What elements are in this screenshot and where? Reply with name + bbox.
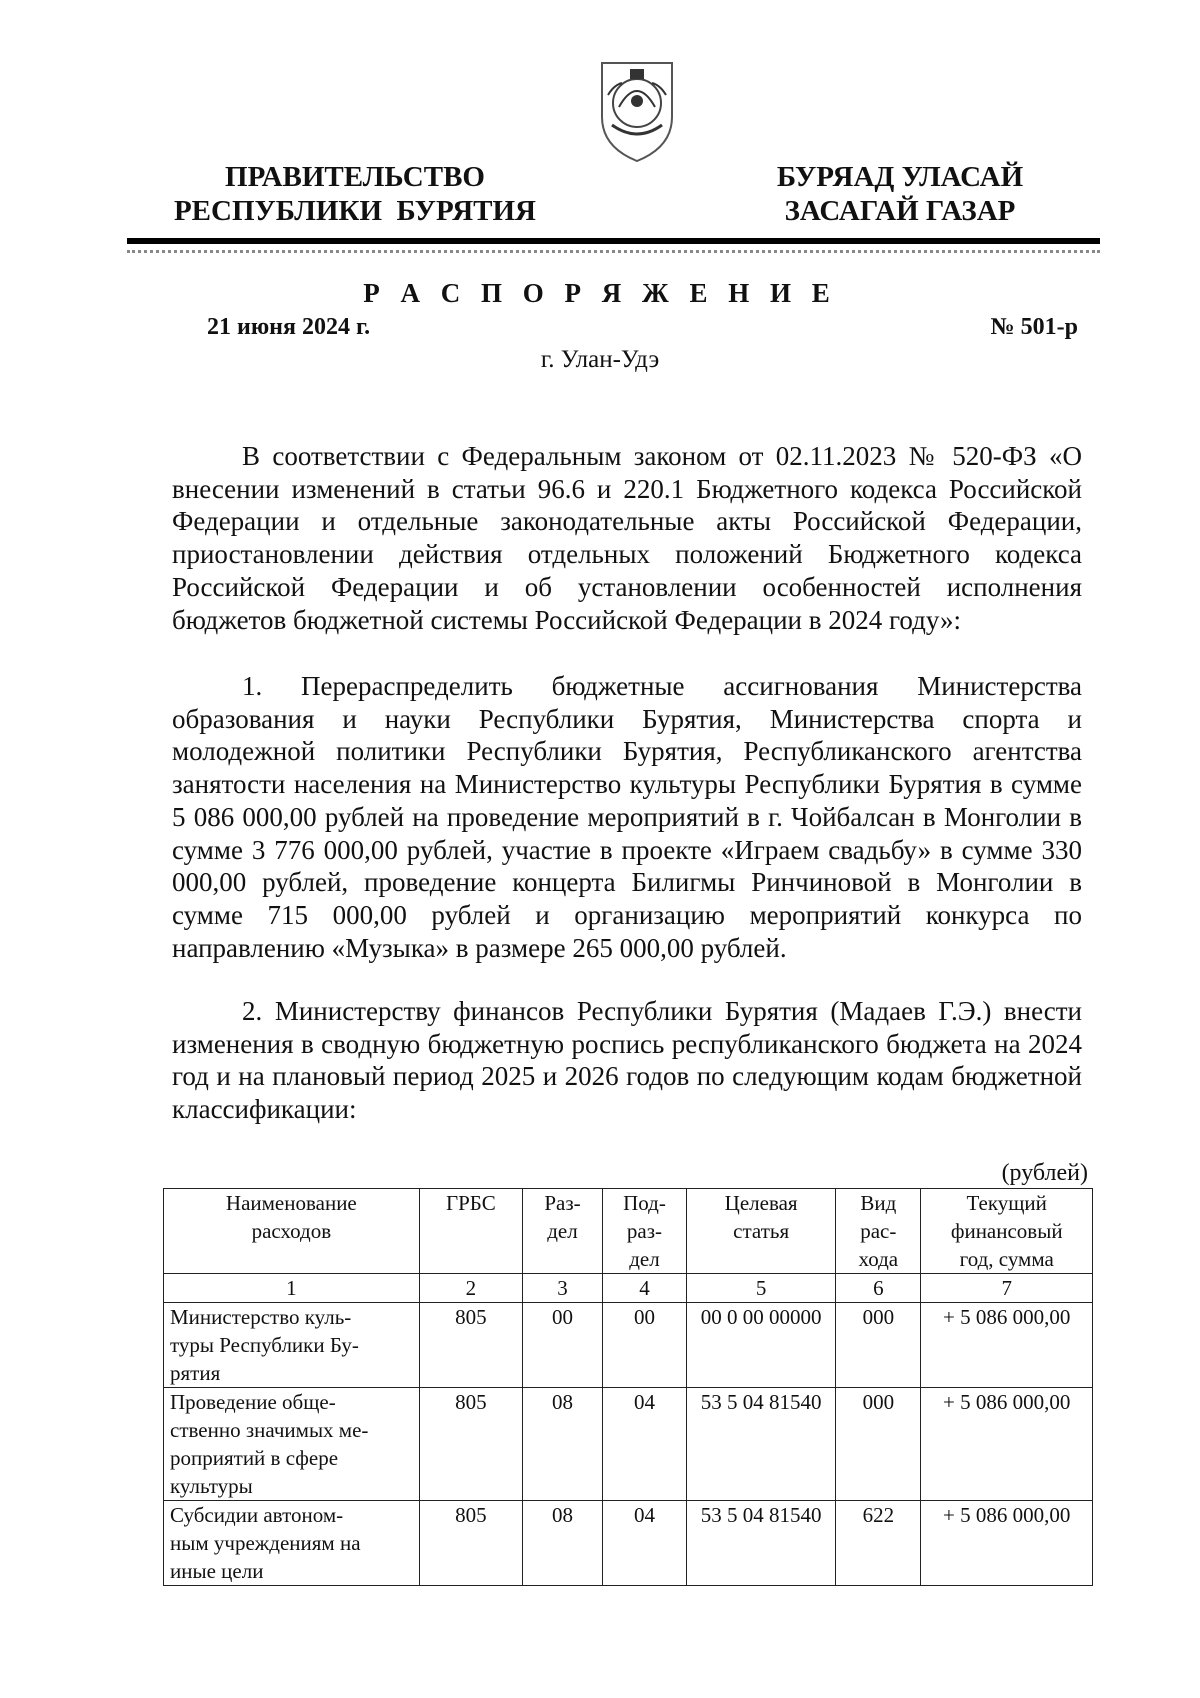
org-ru-line2: РЕСПУБЛИКИ БУРЯТИЯ	[173, 195, 537, 227]
table-header-row	[164, 1189, 1093, 1274]
budget-table	[163, 1188, 1093, 1586]
row-target: 53 5 04 81540	[687, 1388, 836, 1501]
row-subsection: 04	[602, 1388, 686, 1501]
header-expense-type: Вид рас- хода	[836, 1189, 921, 1274]
document-date: 21 июня 2024 г.	[207, 314, 371, 340]
item-1-paragraph: 1. Перераспределить бюджетные ассигнования Министерства образования и науки Республики Бурятия, Министерства спорта и молодежной политики Республики Бурятия, Республиканского агентства занятости населения на Министерство культуры Республики Бурятия в сумме 5 086 000,00 рублей на проведение мероприятий в г. Чойбалсан в Монголии в сумме 3 776 000,00 рублей, участие в проекте «Играем свадьбу» в сумме 330 000,00 рублей, проведение концерта Билигмы Ринчиновой в Монголии в сумме 715 000,00 рублей и организацию мероприятий конкурса по направлению «Музыка» в размере 265 000,00 рублей.	[172, 671, 1082, 963]
row-name: Проведение обще- ственно значимых ме- роприятий в сфере культуры	[164, 1388, 420, 1501]
row-section: 08	[523, 1501, 603, 1586]
column-number-row	[164, 1274, 1093, 1303]
col-num: 6	[836, 1274, 921, 1303]
col-num: 7	[921, 1274, 1093, 1303]
header-divider-thin	[127, 250, 1100, 253]
col-num: 5	[687, 1274, 836, 1303]
intro-paragraph: В соответствии с Федеральным законом от 02.11.2023 № 520-ФЗ «О внесении изменений в статьи 96.6 и 220.1 Бюджетного кодекса Российской Федерации и отдельные законодательные акты Российской Федерации, приостановлении действия отдельных положений Бюджетного кодекса Российской Федерации и об установлении особенностей исполнения бюджетов бюджетной системы Российской Федерации в 2024 году»:	[172, 441, 1082, 635]
org-bua-line2: ЗАСАГАЙ ГАЗАР	[784, 195, 1016, 227]
document-type: Р А С П О Р Я Ж Е Н И Е	[363, 278, 837, 308]
header-grbs: ГРБС	[419, 1189, 522, 1274]
document-number: № 501-р	[990, 314, 1078, 340]
org-ru-line1: ПРАВИТЕЛЬСТВО	[225, 161, 485, 193]
col-num: 3	[523, 1274, 603, 1303]
header-subsection: Под- раз- дел	[602, 1189, 686, 1274]
document-city: г. Улан-Удэ	[540, 346, 660, 373]
table-row	[164, 1501, 1093, 1586]
row-grbs: 805	[419, 1303, 522, 1388]
row-name: Субсидии автоном- ным учреждениям на иные цели	[164, 1501, 420, 1586]
row-expense-type: 622	[836, 1501, 921, 1586]
row-name: Министерство куль- туры Республики Бу- рятия	[164, 1303, 420, 1388]
row-target: 00 0 00 00000	[687, 1303, 836, 1388]
row-amount: + 5 086 000,00	[921, 1388, 1093, 1501]
row-amount: + 5 086 000,00	[921, 1501, 1093, 1586]
row-target: 53 5 04 81540	[687, 1501, 836, 1586]
row-section: 08	[523, 1388, 603, 1501]
coat-of-arms-icon	[592, 55, 682, 165]
col-num: 2	[419, 1274, 522, 1303]
header-name: Наименование расходов	[164, 1189, 420, 1274]
header-target: Целевая статья	[687, 1189, 836, 1274]
col-num: 4	[602, 1274, 686, 1303]
table-unit-label: (рублей)	[1001, 1160, 1088, 1186]
row-grbs: 805	[419, 1501, 522, 1586]
row-expense-type: 000	[836, 1388, 921, 1501]
org-bua-line1: БУРЯАД УЛАСАЙ	[776, 161, 1024, 193]
header-amount: Текущий финансовый год, сумма	[921, 1189, 1093, 1274]
table-row	[164, 1388, 1093, 1501]
row-section: 00	[523, 1303, 603, 1388]
table-row	[164, 1303, 1093, 1388]
item-2-paragraph: 2. Министерству финансов Республики Бурятия (Мадаев Г.Э.) внести изменения в сводную бюджетную роспись республиканского бюджета на 2024 год и на плановый период 2025 и 2026 годов по следующим кодам бюджетной классификации:	[172, 996, 1082, 1125]
row-subsection: 04	[602, 1501, 686, 1586]
col-num: 1	[164, 1274, 420, 1303]
row-subsection: 00	[602, 1303, 686, 1388]
row-grbs: 805	[419, 1388, 522, 1501]
header-divider-thick	[127, 238, 1100, 244]
header-section: Раз- дел	[523, 1189, 603, 1274]
row-expense-type: 000	[836, 1303, 921, 1388]
org-name-buryat	[750, 160, 1050, 228]
org-name-russian	[170, 160, 540, 228]
row-amount: + 5 086 000,00	[921, 1303, 1093, 1388]
